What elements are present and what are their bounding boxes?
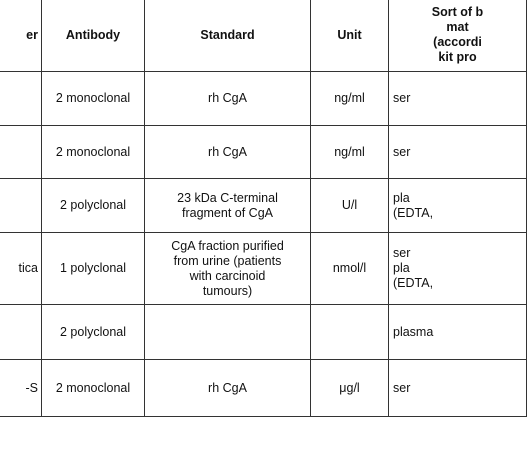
header-cell-unit: Unit — [311, 0, 389, 72]
cell-unit: nmol/l — [311, 233, 389, 305]
cell-standard: rh CgA — [145, 360, 311, 417]
table-row — [0, 360, 527, 417]
cell-unit: U/l — [311, 179, 389, 233]
cell-unit: ng/ml — [311, 72, 389, 126]
table-row — [0, 126, 527, 179]
cell-standard — [145, 305, 311, 360]
cell-antibody: 1 polyclonal — [42, 233, 145, 305]
cell-manufacturer — [0, 305, 42, 360]
cell-standard: rh CgA — [145, 72, 311, 126]
header-cell-antibody: Antibody — [42, 0, 145, 72]
cell-unit: ng/ml — [311, 126, 389, 179]
cell-sample-material: ser — [389, 72, 527, 126]
cell-antibody: 2 polyclonal — [42, 305, 145, 360]
cell-standard: CgA fraction purified from urine (patients with carcinoid tumours) — [145, 233, 311, 305]
cell-unit — [311, 305, 389, 360]
table-row — [0, 305, 527, 360]
table-row — [0, 72, 527, 126]
cell-manufacturer — [0, 72, 42, 126]
cell-manufacturer: tica — [0, 233, 42, 305]
header-cell-standard: Standard — [145, 0, 311, 72]
cell-manufacturer: -S — [0, 360, 42, 417]
cell-sample-material: plasma — [389, 305, 527, 360]
cell-sample-material: ser pla (EDTA, — [389, 233, 527, 305]
cell-standard: rh CgA — [145, 126, 311, 179]
cell-antibody: 2 monoclonal — [42, 72, 145, 126]
cell-antibody: 2 monoclonal — [42, 126, 145, 179]
cell-sample-material: ser — [389, 360, 527, 417]
cell-antibody: 2 monoclonal — [42, 360, 145, 417]
header-row — [0, 0, 527, 72]
header-cell-manufacturer: er — [0, 0, 42, 72]
header-cell-sample-material: Sort of b mat (accordi kit pro — [389, 0, 527, 72]
cell-manufacturer — [0, 179, 42, 233]
table-row — [0, 233, 527, 305]
table-row — [0, 179, 527, 233]
cell-antibody: 2 polyclonal — [42, 179, 145, 233]
cell-sample-material: ser — [389, 126, 527, 179]
cell-standard: 23 kDa C-terminal fragment of CgA — [145, 179, 311, 233]
cell-unit: μg/l — [311, 360, 389, 417]
cell-manufacturer — [0, 126, 42, 179]
cell-sample-material: pla (EDTA, — [389, 179, 527, 233]
